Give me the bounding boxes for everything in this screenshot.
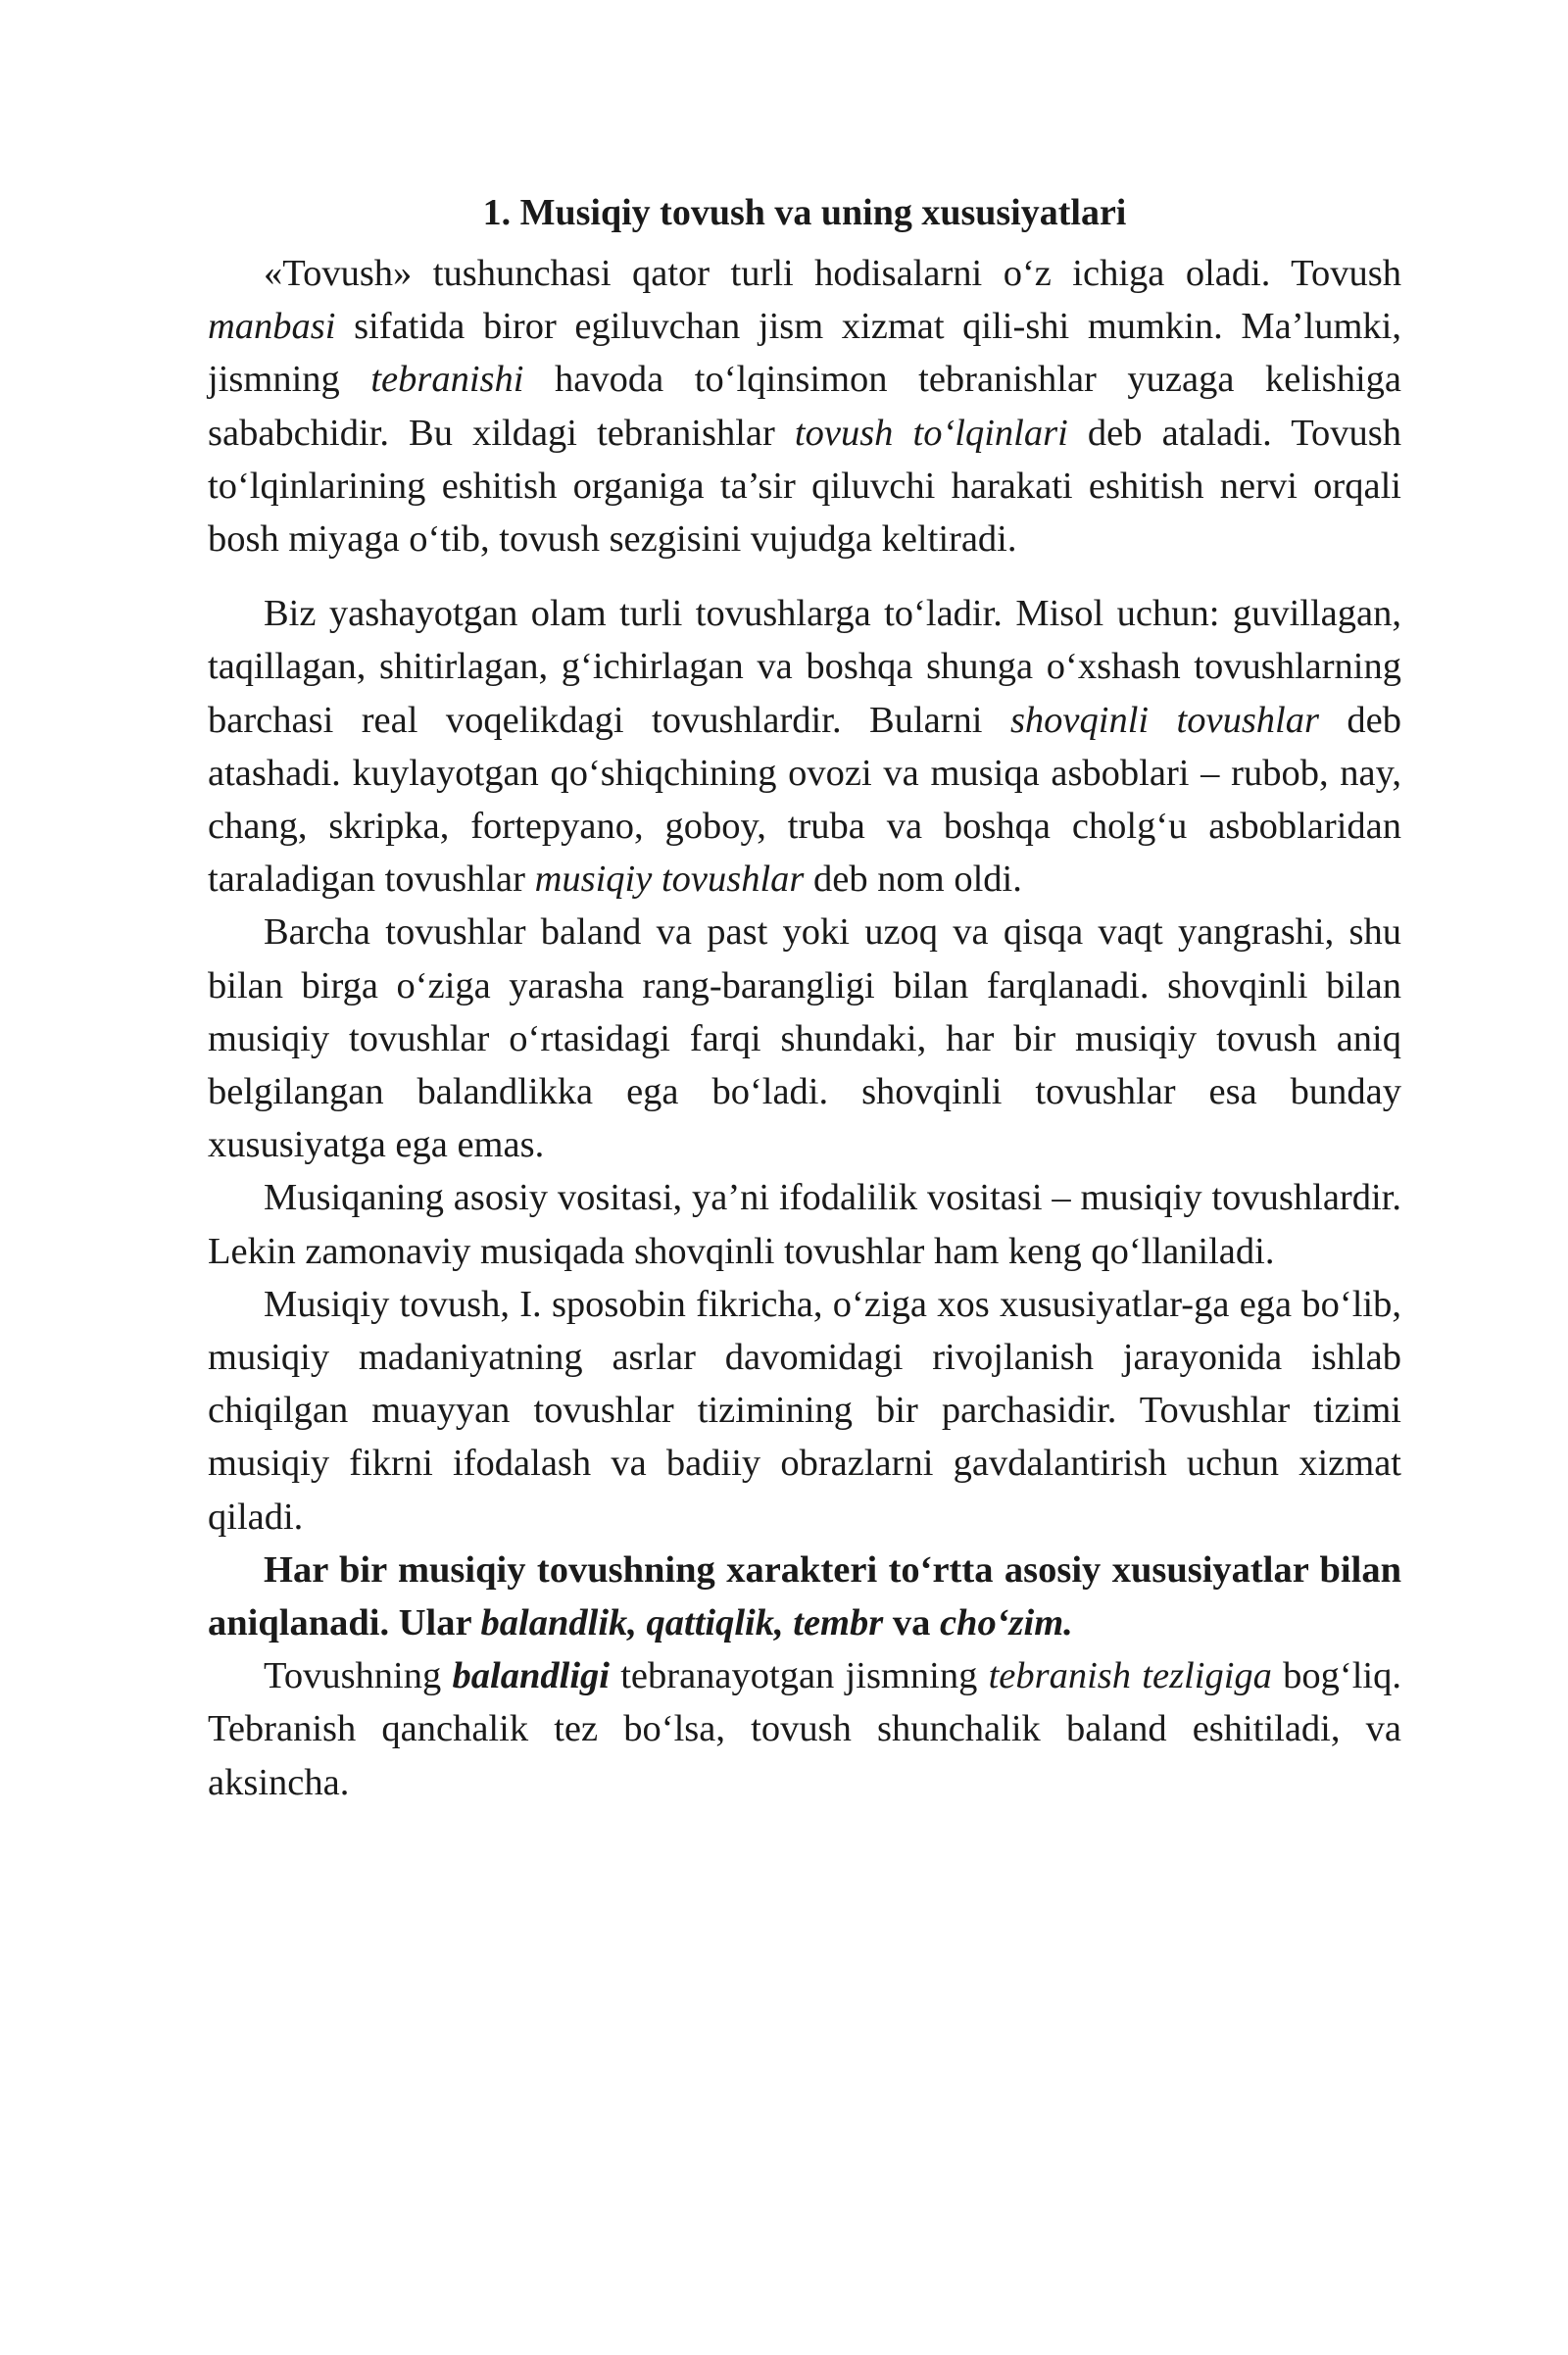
text-run: bog‘liq. Tebranish qanchalik tez bo‘lsa, tovush shunchalik baland eshitiladi, va aksincha. xyxy=(208,1655,1401,1803)
paragraph-noise-and-musical-sounds xyxy=(208,587,1401,906)
italic-term-tebranishi: tebranishi xyxy=(370,359,524,401)
italic-term-tovush-toqinlari: tovush to‘lqinlari xyxy=(794,412,1068,454)
text-run: Biz yashayotgan olam turli tovushlarga to‘ladir. Misol uchun: guvillagan, taqillagan, shitirlagan, g‘ichirlagan va boshqa shunga o‘xshash tovushlarning barchasi real voqelikdagi tovushlardir. Bularni xyxy=(208,593,1401,741)
paragraph-sposobin-view: Musiqiy tovush, I. sposobin fikricha, o‘ziga xos xususiyatlar-ga ega bo‘lib, musiqiy madaniyatning asrlar davomidagi rivojlanish jarayonida ishlab chiqilgan muayyan tovushlar tizimining bir parchasidir. Tovushlar tizimi musiqiy fikrni ifodalash va badiiy obrazlarni gavdalantirish uchun xizmat qiladi. xyxy=(208,1283,1401,1538)
paragraph-pitch-difference: Barcha tovushlar baland va past yoki uzoq va qisqa vaqt yangrashi, shu bilan birga o‘ziga yarasha rang-barangligi bilan farqlanadi. shovqinli bilan musiqiy tovushlar o‘rtasidagi farqi shundaki, har bir musiqiy tovush aniq belgilangan balandlikka ega bo‘ladi. shovqinli tovushlar esa bunday xususiyatga ega emas. xyxy=(208,911,1401,1166)
text-run: va xyxy=(883,1602,940,1644)
text-run: «Tovush» tushunchasi qator turli hodisalarni o‘z ichiga oladi. Tovush xyxy=(264,253,1401,294)
bold-italic-properties: balandlik, qattiqlik, tembr xyxy=(480,1602,884,1644)
italic-term-tebranish-tezligiga: tebranish tezligiga xyxy=(988,1655,1272,1697)
text-run: deb ataladi. Tovush to‘lqinlarining eshitish organiga ta’sir qiluvchi harakati eshitish nervi orqali bosh miyaga o‘tib, tovush sezgisini vujudga keltiradi. xyxy=(208,412,1402,561)
paragraph-four-properties xyxy=(208,1544,1401,1649)
text-run: havoda to‘lqinsimon tebranishlar yuzaga kelishiga sababchidir. Bu xildagi tebranishlar xyxy=(208,359,1401,454)
text-run: deb atashadi. kuylayotgan qo‘shiqchining ovozi va musiqa asboblari – rubob, nay, chang, skripka, fortepyano, goboy, truba va boshqa cholg‘u asboblaridan taraladigan tovushlar xyxy=(208,699,1402,901)
paragraph-pitch-speed xyxy=(208,1649,1401,1809)
section-title: 1. Musiqiy tovush va uning xususiyatlari xyxy=(482,192,1127,233)
paragraph-expressive-means: Musiqaning asosiy vositasi, ya’ni ifodalilik vositasi – musiqiy tovushlardir. Lekin zamonaviy musiqada shovqinli tovushlar ham keng qo‘llaniladi. xyxy=(208,1177,1401,1272)
document-page xyxy=(208,186,1401,1809)
italic-term-shovqinli-tovushlar: shovqinli tovushlar xyxy=(1009,699,1319,741)
text-run: sifatida biror egiluvchan jism xizmat qili-shi mumkin. Ma’lumki, jismning xyxy=(208,306,1401,401)
text-run: deb nom oldi. xyxy=(804,859,1022,901)
text-run: tebranayotgan jismning xyxy=(609,1655,989,1697)
text-run: Tovushning xyxy=(264,1655,453,1697)
paragraph-sound-definition xyxy=(208,247,1401,565)
italic-term-manbasi: manbasi xyxy=(208,306,336,348)
bold-italic-term-balandligi: balandligi xyxy=(452,1655,610,1697)
text-run: Har bir musiqiy tovushning xarakteri to‘rtta asosiy xususiyatlar bilan aniqlanadi. Ular xyxy=(208,1548,1401,1644)
bold-italic-chozim: cho‘zim. xyxy=(939,1602,1073,1644)
italic-term-musiqiy-tovushlar: musiqiy tovushlar xyxy=(534,859,805,901)
